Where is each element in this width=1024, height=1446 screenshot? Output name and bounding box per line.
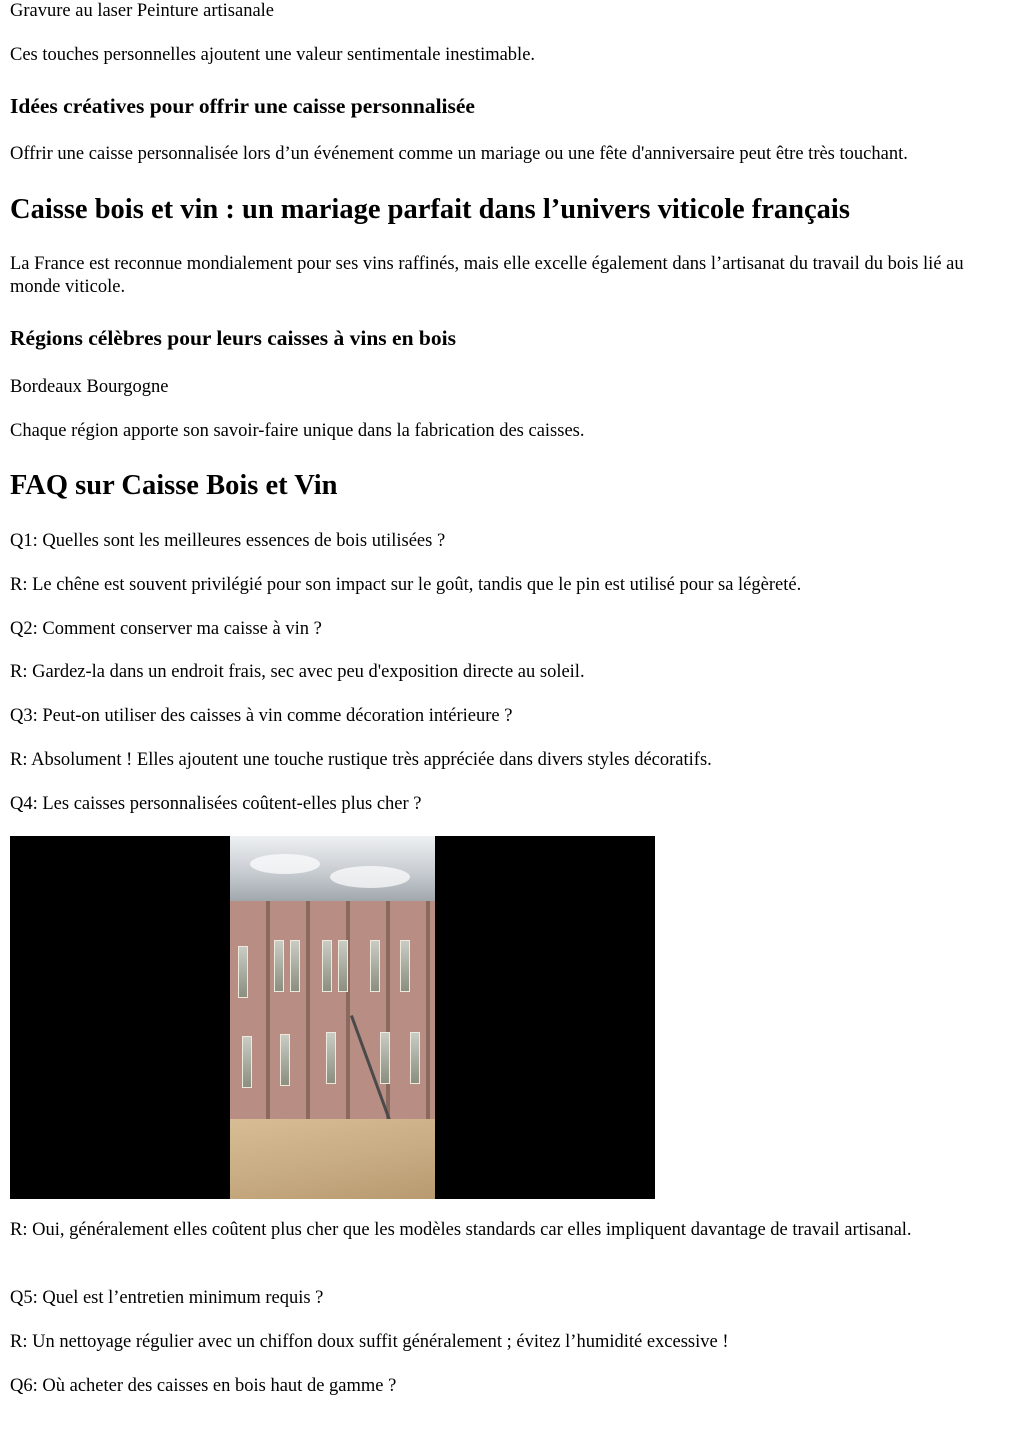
faq-heading: FAQ sur Caisse Bois et Vin [10,470,338,501]
window-shape [280,1034,290,1086]
offer-paragraph: Offrir une caisse personnalisée lors d’un événement comme un mariage ou une fête d'anniversaire peut être très touchant. [10,144,908,164]
window-shape [242,1036,252,1088]
wood-wine-heading: Caisse bois et vin : un mariage parfait dans l’univers viticole français [10,194,850,225]
faq-question: Q5: Quel est l’entretien minimum requis ? [10,1288,324,1308]
faq-answer: R: Le chêne est souvent privilégié pour son impact sur le goût, tandis que le pin est utilisé pour sa légèreté. [10,575,802,595]
video-frame-construction-image [230,836,435,1199]
window-shape [238,946,248,998]
cloud-shape [250,854,320,874]
faq-answer: R: Gardez-la dans un endroit frais, sec avec peu d'exposition directe au soleil. [10,662,585,682]
building-facade [230,901,435,1151]
france-paragraph: La France est reconnue mondialement pour ses vins raffinés, mais elle excelle également dans l’artisanat du travail du bois lié au monde viticole. [10,254,964,297]
engraving-options-text: Gravure au laser Peinture artisanale [10,1,275,21]
faq-answer: R: Oui, généralement elles coûtent plus cher que les modèles standards car elles impliquent davantage de travail artisanal. [10,1220,912,1240]
video-player[interactable] [10,836,655,1199]
cloud-shape [330,866,410,888]
window-shape [322,940,332,992]
window-shape [326,1032,336,1084]
faq-question: Q6: Où acheter des caisses en bois haut de gamme ? [10,1376,397,1396]
regions-heading: Régions célèbres pour leurs caisses à vins en bois [10,326,456,350]
window-shape [400,940,410,992]
personal-touches-text: Ces touches personnelles ajoutent une valeur sentimentale inestimable. [10,45,536,65]
window-shape [338,940,348,992]
faq-answer: R: Absolument ! Elles ajoutent une touche rustique très appréciée dans divers styles décoratifs. [10,750,712,770]
faq-question: Q3: Peut-on utiliser des caisses à vin comme décoration intérieure ? [10,706,513,726]
faq-answer: R: Un nettoyage régulier avec un chiffon doux suffit généralement ; évitez l’humidité excessive ! [10,1332,729,1352]
window-shape [380,1032,390,1084]
faq-question: Q4: Les caisses personnalisées coûtent-elles plus cher ? [10,794,422,814]
window-shape [370,940,380,992]
window-shape [274,940,284,992]
regions-paragraph: Chaque région apporte son savoir-faire unique dans la fabrication des caisses. [10,421,585,441]
window-shape [410,1032,420,1084]
faq-question: Q1: Quelles sont les meilleures essences de bois utilisées ? [10,531,446,551]
creative-ideas-heading: Idées créatives pour offrir une caisse personnalisée [10,94,475,118]
wooden-deck [230,1119,435,1199]
regions-list-text: Bordeaux Bourgogne [10,377,169,397]
faq-question: Q2: Comment conserver ma caisse à vin ? [10,619,322,639]
window-shape [290,940,300,992]
